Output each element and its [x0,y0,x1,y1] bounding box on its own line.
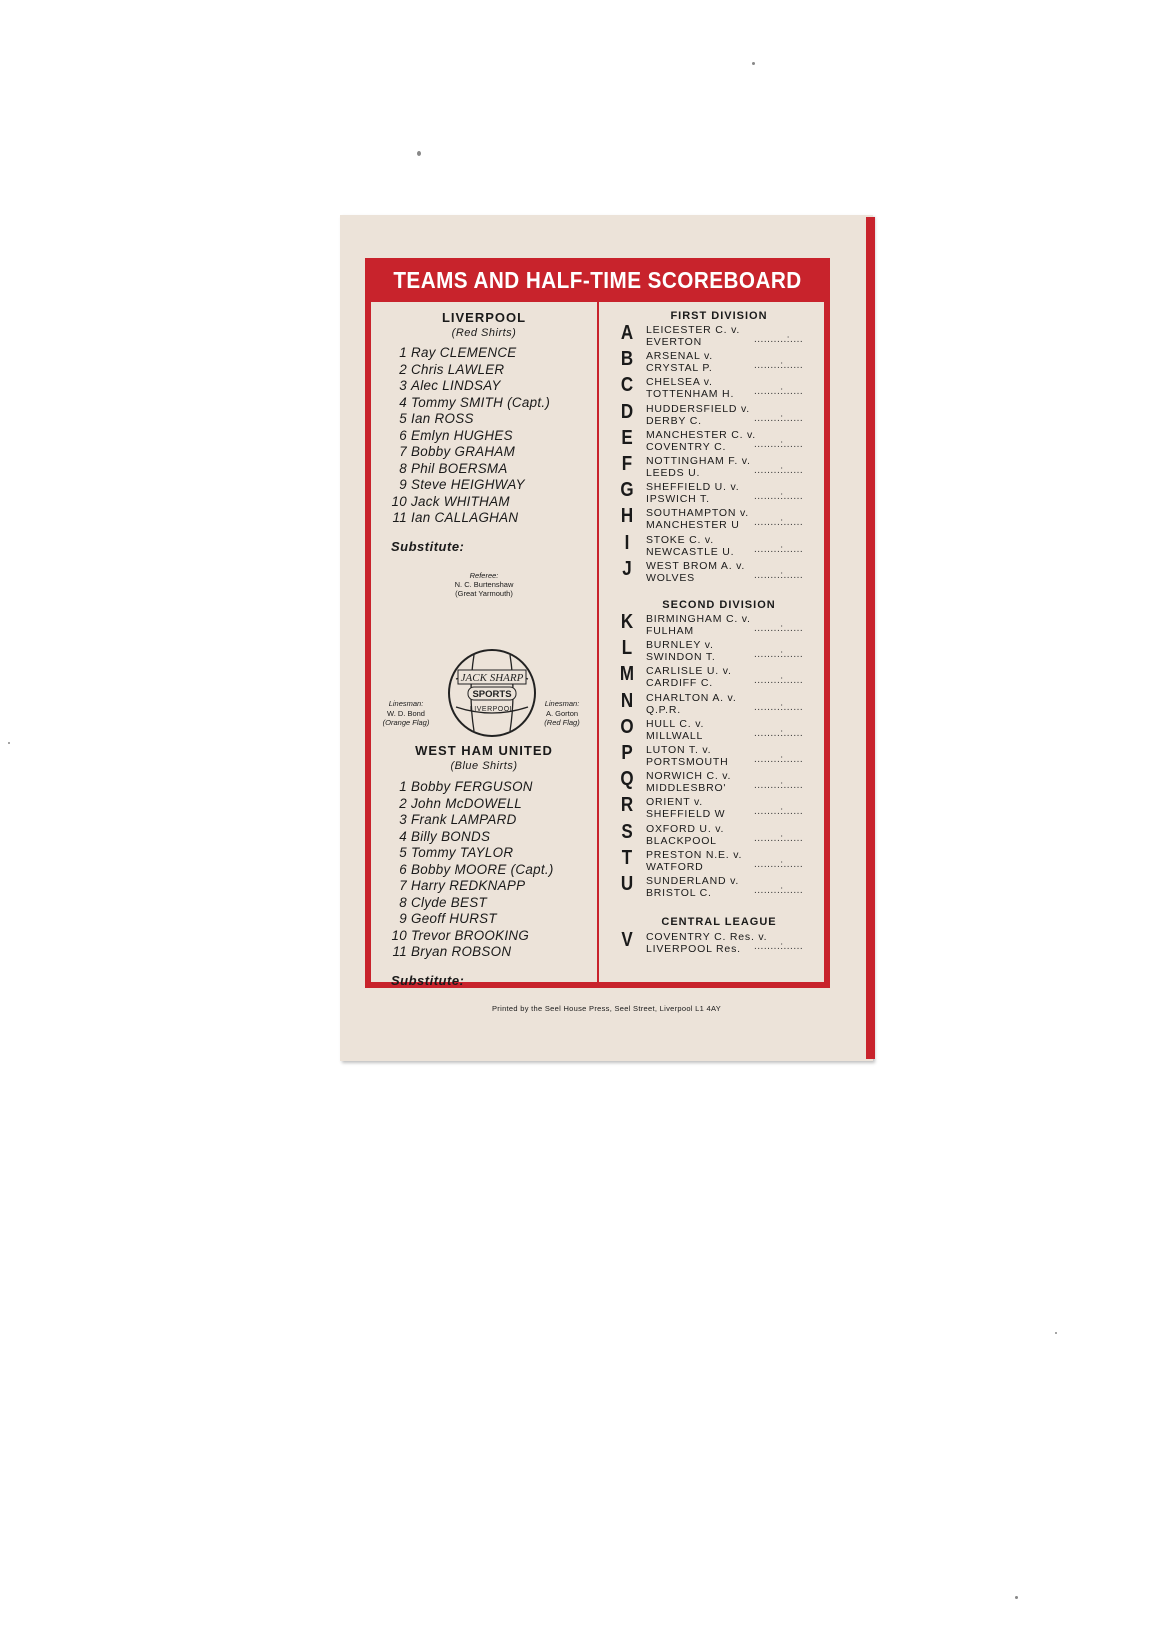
fixture-score-entry[interactable]: ........:...... [754,675,804,687]
page-title: TEAMS AND HALF-TIME SCOREBOARD [393,267,802,293]
player-row [391,779,596,796]
fixture-home-team: LUTON T. v. [646,744,712,756]
fixture-away-team: LEEDS U. [646,467,701,479]
fixture-score-entry[interactable]: ........:...... [754,941,804,952]
fixture-letter: I [624,531,630,554]
fixture-score-entry[interactable]: ........:...... [754,386,804,398]
player-row [391,895,596,912]
fixture-away-team: WATFORD [646,860,704,873]
fixture-score-entry[interactable]: ........:...... [754,465,804,476]
fixture-home-team: STOKE C. v. [646,533,714,546]
player-name: Ian ROSS [411,411,474,426]
fixture-letter: E [621,426,633,449]
sponsor-line1: JACK SHARP [460,672,524,684]
fixture-score-entry[interactable]: ........:...... [754,701,804,713]
fixture-letter: P [621,742,633,764]
fixture-home-team: HUDDERSFIELD v. [646,402,750,415]
player-name: Emlyn HUGHES [411,427,513,443]
home-team-shirts: (Red Shirts) [451,327,517,339]
player-name: Phil BOERSMA [411,460,508,476]
fixture-letter: J [622,557,632,580]
referee-label: Referee: [469,571,499,580]
player-name: Billy BONDS [411,828,491,844]
player-row [391,378,596,395]
player-number: 10 [391,927,407,943]
linesman1-flag: (Orange Flag) [382,718,430,727]
fixture-home-team: NOTTINGHAM F. v. [646,455,751,467]
player-name: Ray CLEMENCE [411,345,517,360]
fixture-away-team: TOTTENHAM H. [646,388,735,401]
jack-sharp-football-logo [446,647,538,739]
player-number: 3 [399,812,407,827]
fixture-score-entry[interactable]: ........:...... [754,806,804,818]
printer-footer: Printed by the Seel House Press, Seel Street, Liverpool L1 4AY [492,1004,721,1013]
division-heading: CENTRAL LEAGUE [661,916,777,928]
division-heading: FIRST DIVISION [670,310,768,322]
fixture-letter: C [620,374,634,397]
away-team-shirts: (Blue Shirts) [450,760,518,772]
fixture-score-entry[interactable]: ........:...... [754,491,804,503]
fixture-score-entry[interactable]: ........:...... [754,832,804,844]
fixture-letter: M [619,663,635,686]
fixture-away-team: MILLWALL [646,729,704,742]
player-row [391,428,596,445]
fixture-home-team: CHARLTON A. v. [646,691,737,704]
fixture-away-team: PORTSMOUTH [646,756,729,768]
player-name: Steve HEIGHWAY [411,477,525,492]
home-team-name: LIVERPOOL [441,310,527,325]
fixture-away-team: MANCHESTER U [646,519,740,532]
fixture-score-entry[interactable]: ........:...... [754,727,804,739]
player-name: Bobby GRAHAM [411,444,516,459]
player-number: 11 [392,944,407,959]
away-team-name: WEST HAM UNITED [415,743,553,758]
player-name: Tommy TAYLOR [411,845,514,860]
player-name: Ian CALLAGHAN [411,510,519,525]
fixture-away-team: MIDDLESBRO' [646,782,727,795]
player-number: 4 [399,394,407,410]
fixture-away-team: FULHAM [646,625,694,637]
fixture-home-team: SUNDERLAND v. [646,875,740,887]
player-name: Trevor BROOKING [411,927,530,943]
player-number: 1 [399,779,407,794]
fixture-letter: F [621,453,633,475]
player-row [391,345,596,362]
linesman2-name: A. Gorton [545,708,579,718]
page-edge [866,217,875,1059]
player-row [391,829,596,846]
fixture-away-team: COVENTRY C. [646,440,727,453]
home-substitute-label: Substitute: [391,539,465,554]
fixture-home-team: CARLISLE U. v. [646,665,732,678]
player-number: 11 [392,510,407,525]
fixture-home-team: ARSENAL v. [646,350,713,363]
fixture-home-team: COVENTRY C. Res. v. [646,931,768,943]
player-row [391,928,596,945]
fixture-letter: R [620,794,634,817]
player-name: Jack WHITHAM [411,493,510,509]
fixture-letter: K [620,611,634,633]
player-row [391,796,596,813]
player-number: 2 [399,795,407,811]
player-number: 4 [399,828,407,844]
sponsor-line3: LIVERPOOL [469,706,515,713]
player-name: Geoff HURST [411,911,497,926]
player-row [391,911,596,928]
fixture-score-entry[interactable]: ..........:.... [754,334,804,345]
fixture-home-team: MANCHESTER C. v. [646,428,757,441]
scoreboard-panel [365,258,830,988]
fixture-score-entry[interactable]: ........:...... [754,623,804,634]
linesman1-name: W. D. Bond [387,708,425,718]
fixture-away-team: SWINDON T. [646,651,716,664]
player-number: 7 [399,878,407,893]
player-row [391,862,596,879]
linesman2-label: Linesman: [544,699,580,708]
referee-place: (Great Yarmouth) [455,589,513,598]
fixture-away-team: CRYSTAL P. [646,362,713,375]
division-heading: SECOND DIVISION [662,599,776,611]
player-row [391,395,596,412]
fixture-away-team: LIVERPOOL Res. [646,943,741,955]
linesman2-flag: (Red Flag) [544,718,580,727]
player-name: Bobby MOORE (Capt.) [411,861,554,877]
fixture-letter: V [621,929,633,951]
player-row [391,477,596,494]
fixture-letter: N [620,689,634,712]
player-number: 8 [399,460,407,476]
fixture-score-entry[interactable]: ........:...... [754,885,804,896]
speck [8,742,10,744]
fixture-home-team: NORWICH C. v. [646,770,732,783]
fixture-away-team: EVERTON [646,336,702,348]
player-number: 7 [399,444,407,459]
player-number: 1 [399,345,407,360]
fixture-letter: O [620,715,634,738]
fixture-away-team: NEWCASTLE U. [646,545,735,558]
fixture-score-entry[interactable]: ........:...... [754,360,804,372]
player-name: Bryan ROBSON [411,944,512,959]
fixture-score-entry[interactable]: ........:...... [754,780,804,792]
fixture-home-team: LEICESTER C. v. [646,324,741,336]
fixture-letter: Q [620,768,634,791]
teams-column [371,302,597,988]
linesman1-label: Linesman: [388,699,424,708]
player-number: 5 [399,845,407,860]
speck [752,62,755,65]
player-number: 6 [399,427,407,443]
player-row [391,461,596,478]
fixture-letter: U [620,873,634,895]
fixture-letter: B [620,348,634,371]
player-number: 10 [391,493,407,509]
fixture-letter: A [620,322,634,344]
player-row [391,845,596,862]
player-number: 3 [399,378,407,393]
player-row [391,494,596,511]
player-name: John McDOWELL [411,795,523,811]
player-number: 2 [399,361,407,377]
fixtures-column [599,302,824,982]
fixture-score-entry[interactable]: ........:...... [754,754,804,765]
referee-name: N. C. Burtenshaw [454,580,514,589]
player-name: Bobby FERGUSON [411,779,533,794]
player-name: Clyde BEST [411,894,487,910]
fixture-home-team: SHEFFIELD U. v. [646,481,740,494]
fixture-away-team: CARDIFF C. [646,677,713,690]
player-number: 9 [399,911,407,926]
speck [1015,1596,1018,1599]
player-name: Tommy SMITH (Capt.) [411,394,551,410]
fixture-letter: T [621,846,633,869]
fixture-away-team: DERBY C. [646,414,702,427]
player-name: Alec LINDSAY [411,378,501,393]
player-row [391,878,596,895]
fixture-home-team: OXFORD U. v. [646,822,725,835]
fixture-score-entry[interactable]: ........:...... [754,569,804,581]
fixture-home-team: PRESTON N.E. v. [646,848,743,861]
player-name: Harry REDKNAPP [411,878,526,893]
fixture-letter: G [620,479,634,502]
player-number: 9 [399,477,407,492]
player-row [391,510,596,527]
player-row [391,362,596,379]
linesman-1 [371,699,441,728]
fixture-home-team: WEST BROM A. v. [646,559,746,572]
linesman-2 [527,699,597,728]
fixture-score-entry[interactable]: ........:...... [754,438,804,450]
fixture-home-team: CHELSEA v. [646,376,713,389]
player-row [391,444,596,461]
fixture-home-team: ORIENT v. [646,796,703,809]
fixture-score-entry[interactable]: ........:...... [754,412,804,424]
fixture-letter: L [621,637,633,660]
player-number: 6 [399,861,407,877]
fixture-home-team: BURNLEY v. [646,639,714,652]
fixture-away-team: Q.P.R. [646,703,681,716]
player-number: 8 [399,894,407,910]
fixture-letter: H [620,505,634,528]
fixture-score-entry[interactable]: ........:...... [754,543,804,555]
fixture-home-team: BIRMINGHAM C. v. [646,613,751,625]
player-name: Chris LAWLER [411,361,505,377]
fixture-score-entry[interactable]: ........:...... [754,517,804,529]
away-substitute-label: Substitute: [391,973,465,988]
player-name: Frank LAMPARD [411,812,517,827]
fixture-away-team: IPSWICH T. [646,493,710,506]
player-number: 5 [399,411,407,426]
player-row [391,812,596,829]
fixture-letter: D [620,400,634,423]
sponsor-line2: SPORTS [472,689,512,700]
fixture-away-team: WOLVES [646,571,695,584]
player-row [391,411,596,428]
fixture-away-team: SHEFFIELD W [646,808,726,821]
fixture-score-entry[interactable]: ........:...... [754,649,804,661]
speck [1055,1332,1057,1334]
speck [417,151,421,156]
player-row [391,944,596,961]
fixture-score-entry[interactable]: ........:...... [754,858,804,870]
fixture-letter: S [621,820,633,843]
fixture-away-team: BRISTOL C. [646,887,712,899]
fixture-home-team: HULL C. v. [646,717,705,730]
fixture-away-team: BLACKPOOL [646,834,717,847]
fixture-home-team: SOUTHAMPTON v. [646,507,749,520]
